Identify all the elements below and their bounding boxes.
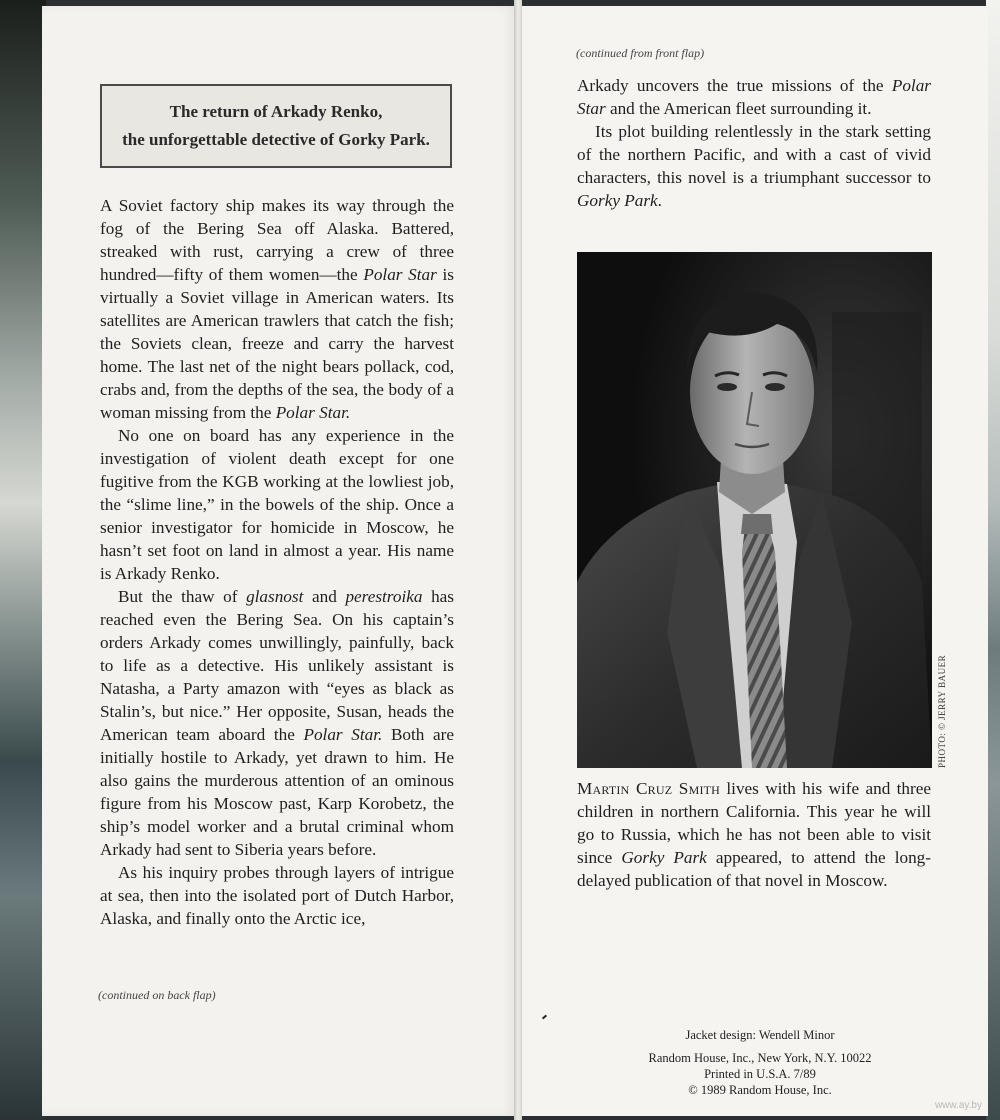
- paragraph: [577, 777, 931, 892]
- paragraph: [577, 74, 931, 120]
- text-run: lives with his wife and three children in northern California. This year he will go to Russia, which he has not been able to visit since: [577, 779, 931, 867]
- text-run: is virtually a Soviet village in American waters. Its satellites are American trawlers that catch the fish; the Soviets clean, freeze and carry the harvest home. The last net of the night bears pollack, cod, crabs and, from the depths of the sea, the body of a woman missing from the: [100, 265, 454, 422]
- text-run: No one on board has any experience in the investigation of violent death except for one fugitive from the KGB working at the lowliest job, the “slime line,” in the bowels of the ship. Once a senior investigator for homicide in Moscow, he hasn’t set foot on land in almost a year. His name is Arkady Renko.: [100, 426, 454, 583]
- text-run: Both are initially hostile to Arkady, yet drawn to him. He also gains the murderous attention of an ominous figure from his Moscow past, Karp Korobetz, the ship’s model worker and a brutal criminal whom Arkady had sent to Siberia years before.: [100, 725, 454, 859]
- headline-line-2: the unforgettable detective of Gorky Park.: [122, 130, 430, 149]
- text-run: .: [657, 191, 662, 210]
- italic-text-run: Polar Star.: [303, 725, 383, 744]
- back-flap-text: [577, 74, 931, 212]
- paragraph: [577, 120, 931, 212]
- italic-text-run: Polar Star.: [275, 403, 351, 422]
- text-run: Martin Cruz Smith: [577, 779, 721, 798]
- text-run: As his inquiry probes through layers of intrigue at sea, then into the isolated port of Dutch Harbor, Alaska, and finally onto the Arctic ice,: [100, 863, 454, 928]
- publisher-address: Random House, Inc., New York, N.Y. 10022: [648, 1051, 872, 1065]
- italic-text-run: Gorky Park: [621, 848, 707, 867]
- italic-text-run: perestroika: [345, 587, 423, 606]
- paragraph: [100, 585, 454, 861]
- italic-text-run: Gorky Park: [577, 191, 658, 210]
- text-run: Arkady uncovers the true missions of the: [577, 76, 892, 95]
- watermark: www.ay.by: [934, 1100, 982, 1111]
- continued-on-back-flap-note: (continued on back flap): [98, 988, 216, 1002]
- author-portrait-image: [577, 252, 932, 768]
- printed-line: Printed in U.S.A. 7/89: [704, 1067, 816, 1081]
- flap-fold: [514, 0, 522, 1120]
- jacket-design-credit: Jacket design: Wendell Minor: [685, 1028, 835, 1042]
- headline-box: [100, 84, 452, 168]
- text-run: and the American fleet surrounding it.: [605, 99, 872, 118]
- paragraph: [100, 424, 454, 585]
- paragraph: [100, 861, 454, 930]
- italic-text-run: Polar Star: [363, 265, 437, 284]
- front-flap-text: [100, 194, 454, 930]
- copyright-line: © 1989 Random House, Inc.: [688, 1083, 832, 1097]
- paragraph: [100, 194, 454, 424]
- publisher-footer: [560, 1027, 960, 1098]
- author-bio: [577, 777, 931, 892]
- headline-line-1: The return of Arkady Renko,: [169, 102, 383, 121]
- text-run: Its plot building relentlessly in the stark setting of the northern Pacific, and with a cast of vivid characters, this novel is a triumphant successor to: [577, 122, 931, 187]
- cover-art-right-edge: [986, 0, 1000, 1120]
- text-run: appeared, to attend the long-delayed publication of that novel in Moscow.: [577, 848, 931, 890]
- cover-art-left-edge: [0, 0, 46, 1120]
- author-photo: [577, 252, 932, 768]
- photo-credit: PHOTO: © JERRY BAUER: [937, 654, 947, 768]
- italic-text-run: Polar Star: [577, 76, 931, 118]
- text-run: and: [303, 587, 346, 606]
- text-run: has reached even the Bering Sea. On his captain’s orders Arkady comes unwillingly, painfully, back to life as a detective. His unlikely assistant is Natasha, a Party amazon with “eyes as black as Stalin’s, but nice.” Her opposite, Susan, heads the American team aboard the: [100, 587, 454, 744]
- continued-from-front-flap-note: (continued from front flap): [576, 46, 705, 60]
- text-run: A Soviet factory ship makes its way through the fog of the Bering Sea off Alaska. Battered, streaked with rust, carrying a crew of three hundred—fifty of them women—the: [100, 196, 454, 284]
- italic-text-run: glasnost: [246, 587, 304, 606]
- text-run: But the thaw of: [118, 587, 247, 606]
